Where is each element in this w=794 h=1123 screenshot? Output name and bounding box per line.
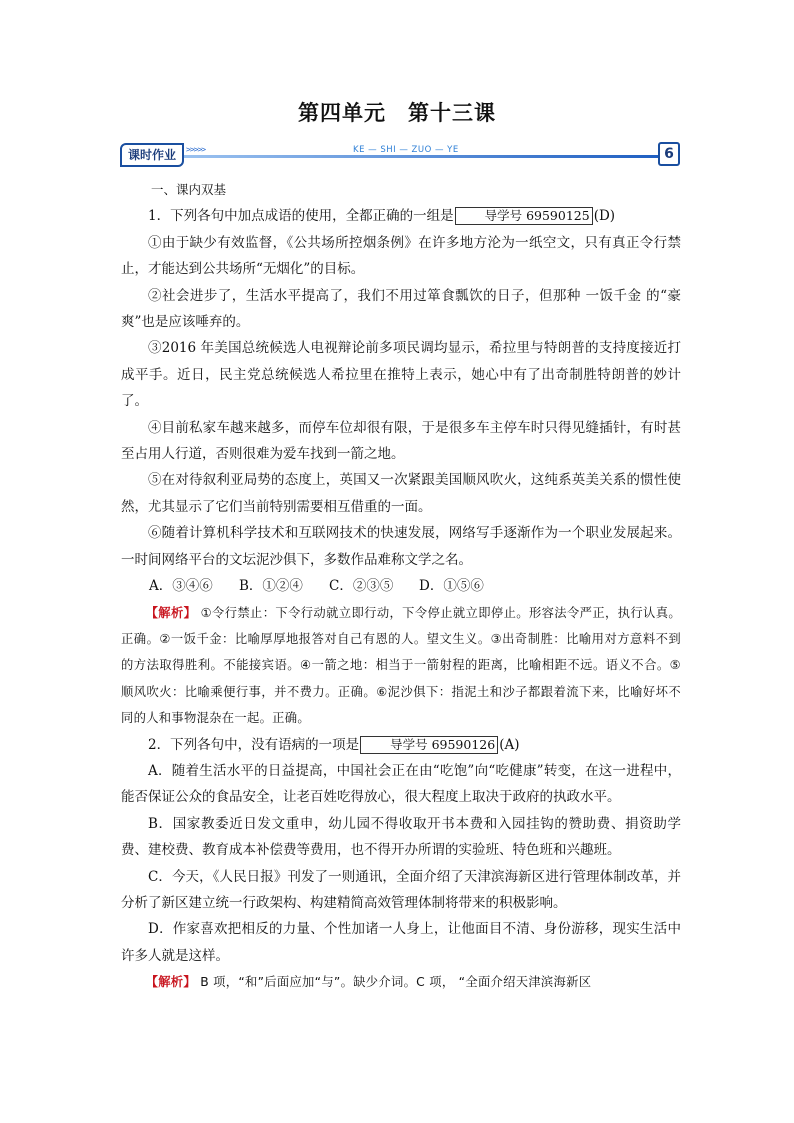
question-1-answer: (D)	[593, 208, 616, 225]
page-title	[0, 97, 794, 127]
q2-option-a: A．随着生活水平的日益提高，中国社会正在由“吃饱”向“吃健康”转变，在这一进程中，能否保证公众的食品安全，让老百姓吃得放心，很大程度上取决于政府的执政水平。	[121, 762, 681, 806]
explanation-label: 【解析】	[145, 975, 196, 990]
q1-item-6: ⑥随着计算机科学技术和互联网技术的快速发展，网络写手逐渐作为一个职业发展起来。一时间网络平台的文坛泥沙俱下，多数作品难称文学之名。	[121, 525, 681, 568]
q2-explanation	[121, 969, 681, 995]
q1-item-5: ⑤在对待叙利亚局势的态度上，英国又一次紧跟美国顺风吹火，这纯系英美关系的惯性使然，尤其显示了它们当前特别需要相互借重的一面。	[121, 472, 681, 515]
question-1-stem	[121, 203, 681, 229]
banner-arrows: >>>>>	[186, 145, 206, 154]
choice-b: B．①②④	[239, 578, 303, 595]
q2-explanation-text: B 项，“和”后面应加“与”。缺少介词。C 项， “全面介绍天津滨海新区	[195, 975, 592, 990]
choice-c: C．②③⑤	[329, 578, 394, 595]
explanation-label: 【解析】	[145, 605, 197, 620]
section-title: 一、课内双基	[151, 182, 227, 197]
q1-explanation	[121, 600, 681, 732]
choice-d: D．①⑤⑥	[419, 578, 484, 595]
q1-item-3: ③2016 年美国总统候选人电视辩论前多项民调均显示，希拉里与特朗普的支持度接近打成平手。近日，民主党总统候选人希拉里在推特上表示，她心中有了出奇制胜特朗普的妙计了。	[121, 340, 681, 410]
q1-choices	[149, 573, 681, 599]
q1-item-2: ②社会进步了，生活水平提高了，我们不用过箪食瓢饮的日子，但那种 一饭千金 的“豪爽”也是应该唾弃的。	[121, 287, 681, 331]
banner-number: 6	[658, 142, 680, 166]
q1-explanation-text: ①令行禁止：下令行动就立即行动，下令停止就立即停止。形容法令严正，执行认真。 正确。②一饭千金：比喻厚厚地报答对自己有恩的人。望文生义。③出奇制胜：比喻用对方意料不到的方法取得胜利。不能接宾语。④一箭之地：相当于一箭射程的距离，比喻相距不远。语义不合。⑤顺风吹火：比喻乘便行事，并不费力。正确。⑥泥沙俱下：指泥土和沙子都跟着流下来，比喻好坏不同的人和事物混杂在一起。正确。	[121, 605, 681, 726]
q2-option-c: C．今天，《人民日报》刊发了一则通讯，全面介绍了天津滨海新区进行管理体制改革，并分析了新区建立统一行政架构、构建精简高效管理体制将带来的积极影响。	[121, 868, 681, 911]
document-body	[121, 177, 681, 996]
lesson-title: 第十三课	[408, 101, 496, 125]
question-2-stem	[121, 732, 681, 758]
question-2-id: 导学号 69590126	[360, 736, 498, 754]
q2-option-b: B．国家教委近日发文重申，幼儿园不得收取开书本费和入园挂钩的赞助费、捐资助学费、建校费、教育成本补偿费等费用，也不得开办所谓的实验班、特色班和兴趣班。	[121, 815, 681, 859]
question-1-id: 导学号 69590125	[455, 207, 593, 225]
question-2-answer: (A)	[499, 736, 520, 753]
q1-item-1: ①由于缺少有效监督，《公共场所控烟条例》在许多地方沦为一纸空文，只有真正令行禁止，才能达到公共场所“无烟化”的目标。	[121, 234, 681, 278]
unit-title: 第四单元	[298, 101, 386, 125]
q2-option-d: D．作家喜欢把相反的力量、个性加诸一人身上，让他面目不清、身份游移，现实生活中许多人就是这样。	[121, 921, 681, 964]
q1-item-4: ④目前私家车越来越多，而停车位却很有限，于是很多车主停车时只得见缝插针，有时甚至占用人行道，否则很难为爱车找到一箭之地。	[121, 419, 681, 463]
question-1-text: 1．下列各句中加点成语的使用，全都正确的一组是	[148, 208, 454, 225]
banner-label: 课时作业	[120, 143, 184, 167]
banner-pinyin: KE — SHI — ZUO — YE	[350, 145, 462, 155]
homework-banner	[120, 142, 680, 166]
banner-line	[184, 155, 658, 158]
question-2-text: 2．下列各句中，没有语病的一项是	[148, 736, 360, 753]
choice-a: A．③④⑥	[149, 578, 213, 595]
